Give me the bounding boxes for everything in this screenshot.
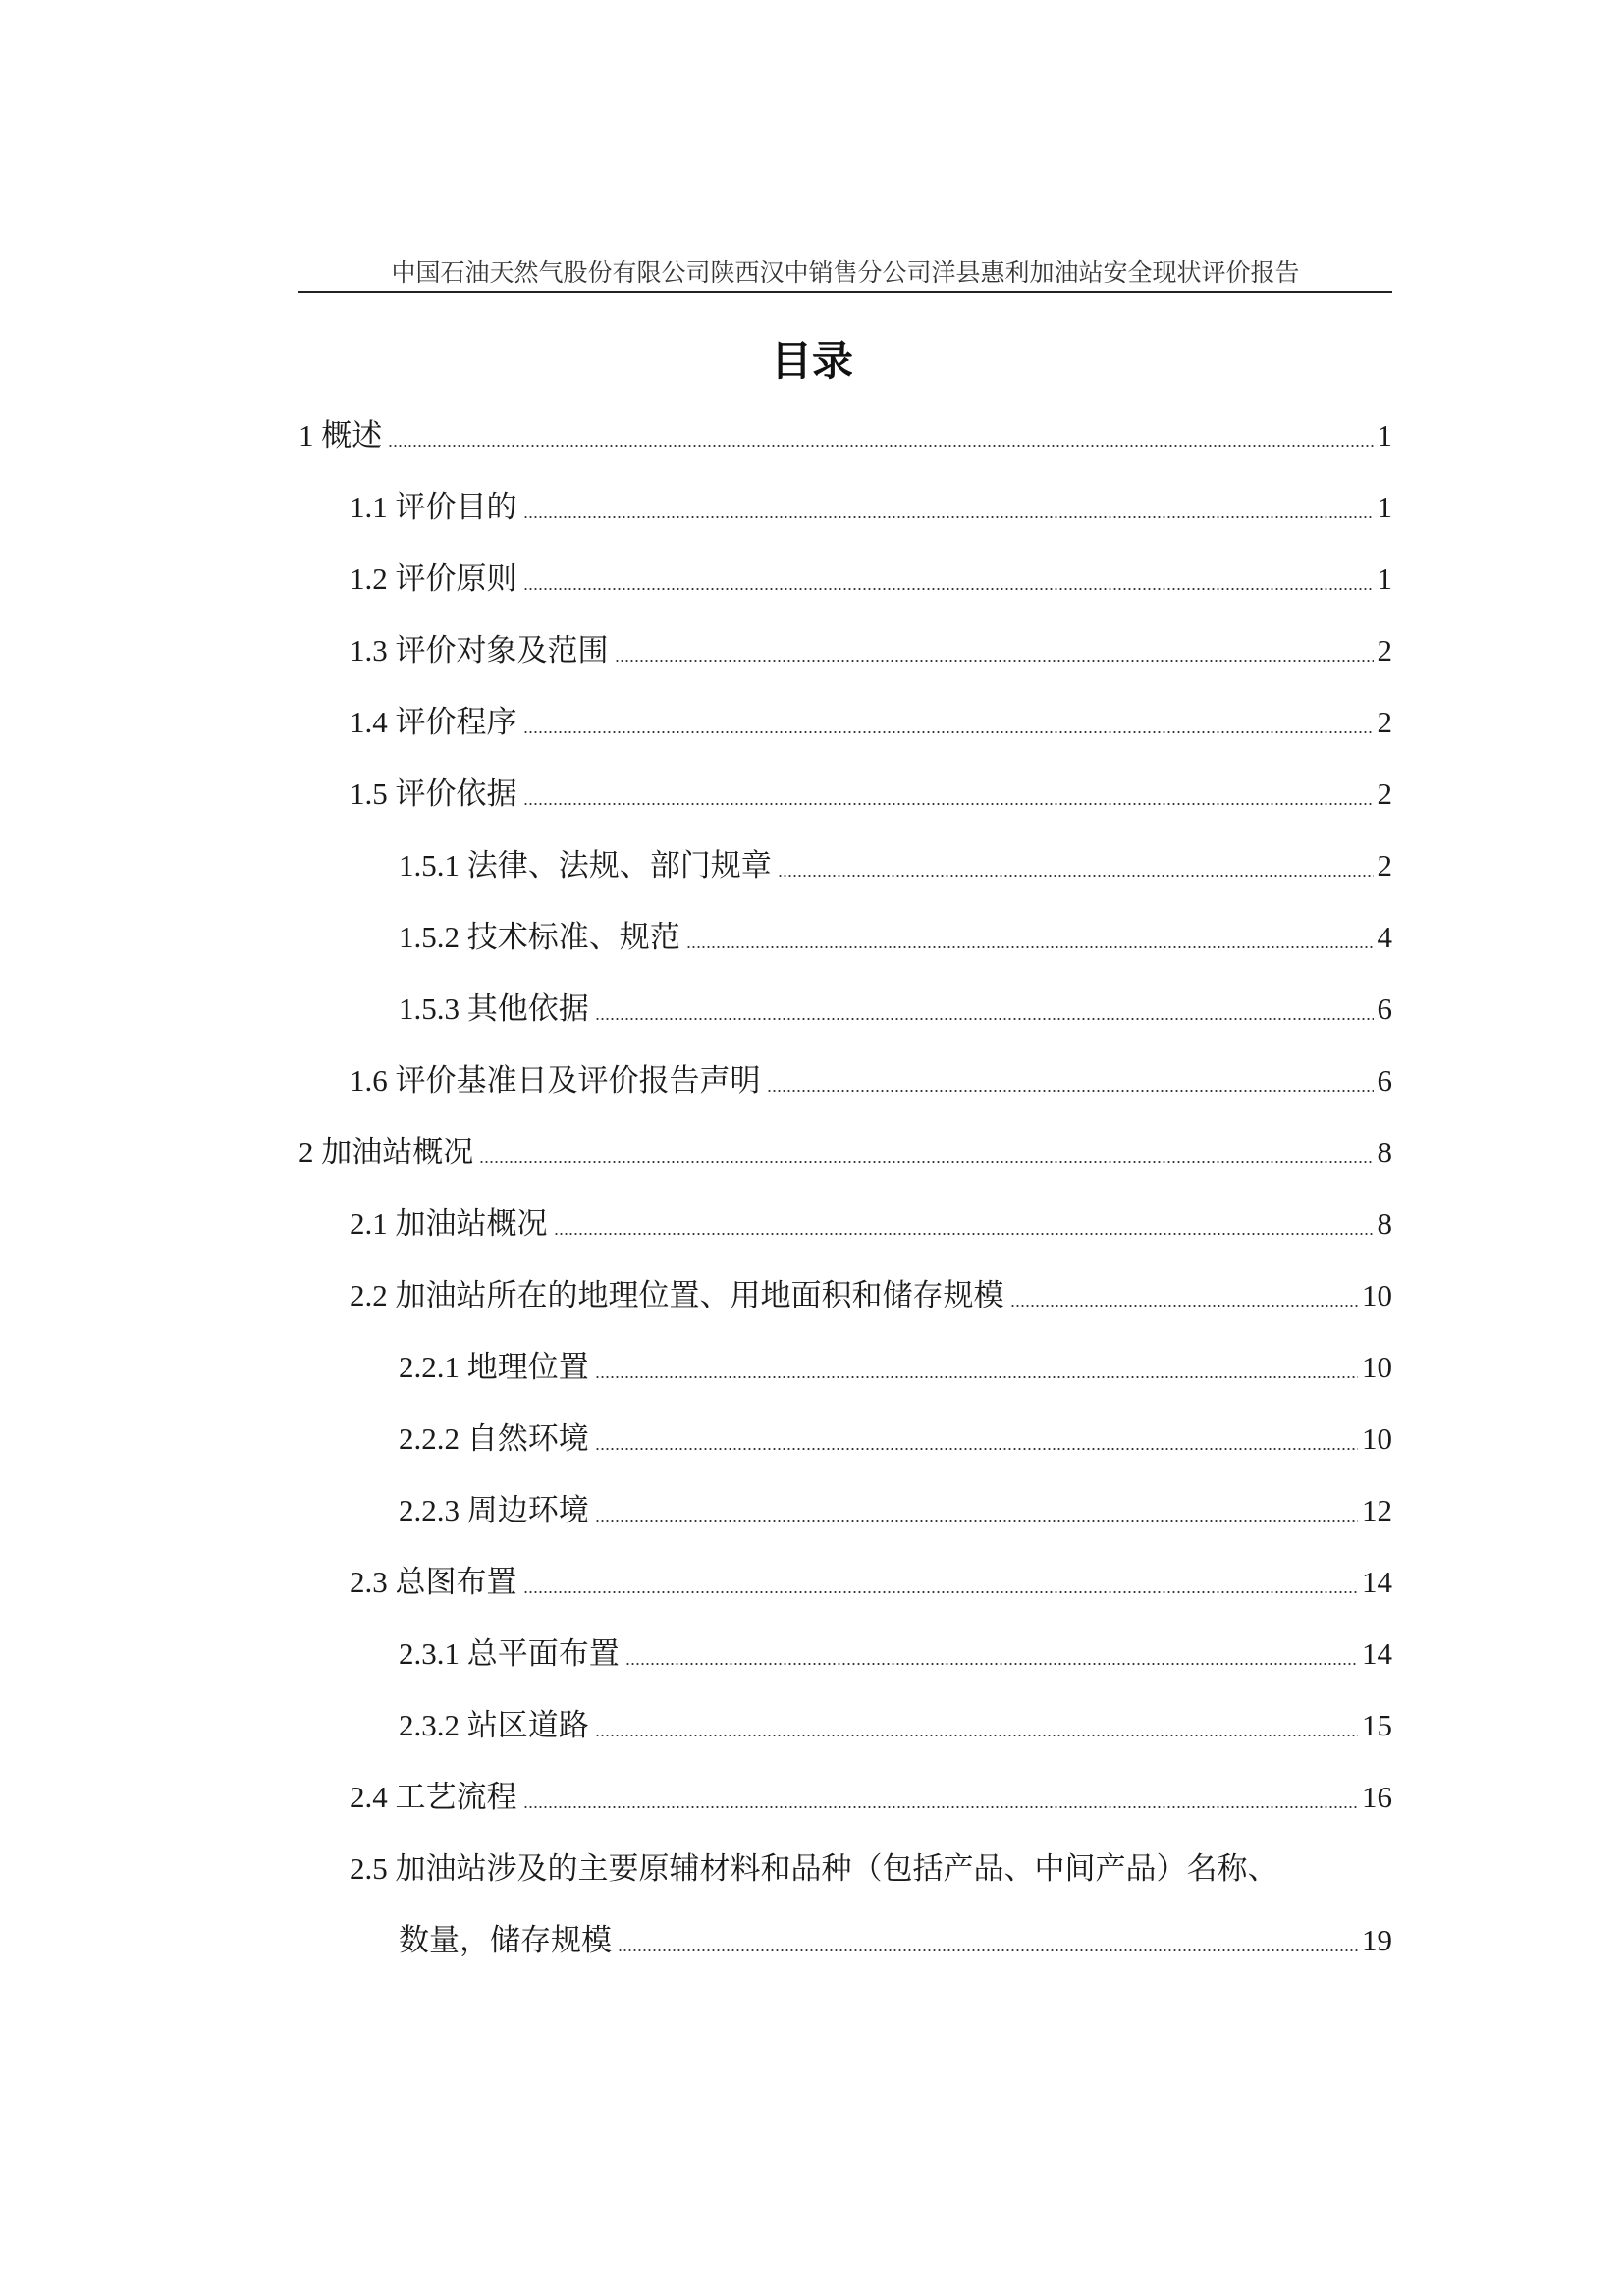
toc-entry-page: 1 bbox=[1377, 418, 1392, 453]
toc-entry[interactable] bbox=[298, 1845, 1392, 1889]
toc-entry[interactable] bbox=[298, 1201, 1392, 1244]
toc-entry[interactable] bbox=[298, 1559, 1392, 1602]
running-header: 中国石油天然气股份有限公司陕西汉中销售分公司洋县惠利加油站安全现状评价报告 bbox=[391, 260, 1300, 287]
toc-entry[interactable] bbox=[298, 771, 1392, 814]
toc-entry-page: 2 bbox=[1377, 776, 1392, 811]
toc-entry-label: 数量，储存规模 bbox=[399, 1923, 612, 1957]
dot-leader bbox=[778, 874, 1374, 878]
dot-leader bbox=[523, 587, 1374, 591]
dot-leader bbox=[388, 444, 1373, 448]
toc-entry-label: 1.5.2 技术标准、规范 bbox=[399, 920, 680, 954]
toc-entry-label: 1.5.3 其他依据 bbox=[399, 991, 589, 1026]
toc-entry-page: 12 bbox=[1362, 1493, 1392, 1527]
toc-entry-page: 6 bbox=[1377, 991, 1392, 1026]
toc-entry-continuation[interactable] bbox=[298, 1917, 1392, 1960]
toc-entry[interactable] bbox=[298, 986, 1392, 1029]
toc-entry-label: 1.6 评价基准日及评价报告声明 bbox=[350, 1063, 761, 1097]
toc-entry[interactable] bbox=[298, 1057, 1392, 1100]
dot-leader bbox=[615, 659, 1374, 663]
toc-entry-label: 1.1 评价目的 bbox=[350, 490, 517, 524]
dot-leader bbox=[595, 1519, 1358, 1522]
toc-title: 目录 bbox=[770, 337, 853, 385]
toc-entry[interactable] bbox=[298, 412, 1392, 455]
toc-entry-page: 2 bbox=[1377, 705, 1392, 739]
dot-leader bbox=[767, 1089, 1374, 1093]
toc-entry-label: 1.3 评价对象及范围 bbox=[350, 633, 609, 667]
toc-entry-page: 10 bbox=[1362, 1421, 1392, 1456]
dot-leader bbox=[523, 730, 1374, 734]
toc-entry-page: 8 bbox=[1377, 1206, 1392, 1241]
toc-entry-label: 1.2 评价原则 bbox=[350, 561, 517, 596]
toc-entry-page: 4 bbox=[1377, 920, 1392, 954]
toc-entry[interactable] bbox=[298, 1487, 1392, 1530]
toc-entry-page: 2 bbox=[1377, 633, 1392, 667]
toc-entry-page: 1 bbox=[1377, 490, 1392, 524]
dot-leader bbox=[523, 802, 1374, 806]
toc-entry[interactable] bbox=[298, 627, 1392, 670]
dot-leader bbox=[1010, 1304, 1359, 1308]
toc-entry-page: 15 bbox=[1362, 1708, 1392, 1742]
toc-entry-label: 2.2.1 地理位置 bbox=[399, 1350, 589, 1384]
dot-leader bbox=[618, 1949, 1358, 1952]
toc-entry-page: 14 bbox=[1362, 1636, 1392, 1671]
toc-entry-page: 16 bbox=[1362, 1780, 1392, 1814]
toc-entry-page: 2 bbox=[1377, 848, 1392, 882]
header-rule bbox=[298, 291, 1392, 293]
toc-entry-page: 10 bbox=[1362, 1278, 1392, 1312]
dot-leader bbox=[595, 1017, 1374, 1021]
toc-entry[interactable] bbox=[298, 1774, 1392, 1817]
dot-leader bbox=[523, 515, 1374, 519]
toc-entry-page: 10 bbox=[1362, 1350, 1392, 1384]
dot-leader bbox=[595, 1375, 1358, 1379]
toc-entry[interactable] bbox=[298, 556, 1392, 599]
toc-entry-label: 1 概述 bbox=[298, 418, 383, 453]
toc-entry-page: 8 bbox=[1377, 1135, 1392, 1169]
toc-entry-label: 2.3.2 站区道路 bbox=[399, 1708, 589, 1742]
toc-entry[interactable] bbox=[298, 1702, 1392, 1745]
toc-entry-page: 6 bbox=[1377, 1063, 1392, 1097]
toc-entry-label: 2.3.1 总平面布置 bbox=[399, 1636, 620, 1671]
toc-entry[interactable] bbox=[298, 1272, 1392, 1315]
toc-entry[interactable] bbox=[298, 484, 1392, 527]
toc-entry-label: 1.4 评价程序 bbox=[350, 705, 517, 739]
toc-entry-label: 2.1 加油站概况 bbox=[350, 1206, 548, 1241]
toc-entry[interactable] bbox=[298, 914, 1392, 957]
toc-entry[interactable] bbox=[298, 1415, 1392, 1459]
dot-leader bbox=[595, 1447, 1358, 1451]
toc-entry-label: 2.5 加油站涉及的主要原辅材料和品种（包括产品、中间产品）名称、 bbox=[350, 1851, 1278, 1886]
toc-entry[interactable] bbox=[298, 1129, 1392, 1172]
toc-entry-page: 19 bbox=[1362, 1923, 1392, 1957]
toc-entry-label: 2.2.2 自然环境 bbox=[399, 1421, 589, 1456]
dot-leader bbox=[686, 945, 1374, 949]
toc-entry-label: 1.5 评价依据 bbox=[350, 776, 517, 811]
toc-entry-label: 2.2 加油站所在的地理位置、用地面积和储存规模 bbox=[350, 1278, 1004, 1312]
toc-entry-label: 2.2.3 周边环境 bbox=[399, 1493, 589, 1527]
dot-leader bbox=[523, 1805, 1359, 1809]
toc-entry[interactable] bbox=[298, 842, 1392, 885]
dot-leader bbox=[523, 1590, 1359, 1594]
toc-entry[interactable] bbox=[298, 699, 1392, 742]
toc-entry-page: 14 bbox=[1362, 1565, 1392, 1599]
toc-entry[interactable] bbox=[298, 1630, 1392, 1674]
dot-leader bbox=[554, 1232, 1374, 1236]
toc-entry-page: 1 bbox=[1377, 561, 1392, 596]
toc-entry[interactable] bbox=[298, 1344, 1392, 1387]
dot-leader bbox=[479, 1160, 1373, 1164]
dot-leader bbox=[595, 1734, 1358, 1737]
toc-entry-label: 2 加油站概况 bbox=[298, 1135, 474, 1169]
toc-entry-label: 2.3 总图布置 bbox=[350, 1565, 517, 1599]
toc-entry-label: 2.4 工艺流程 bbox=[350, 1780, 517, 1814]
dot-leader bbox=[625, 1662, 1358, 1666]
toc-entry-label: 1.5.1 法律、法规、部门规章 bbox=[399, 848, 772, 882]
